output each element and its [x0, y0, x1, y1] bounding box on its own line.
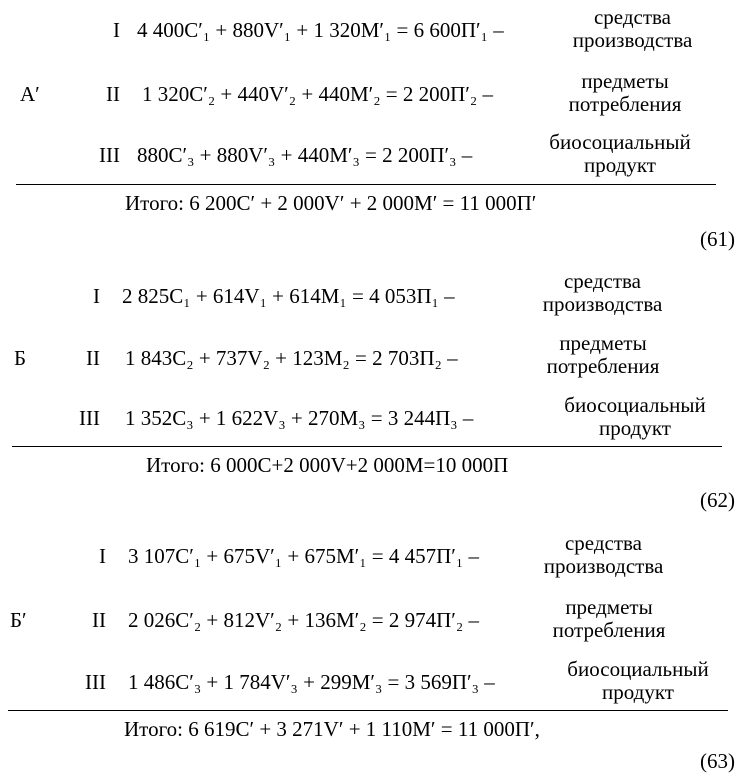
- description-line-2: производства: [542, 292, 663, 316]
- row-description: [528, 332, 678, 378]
- system-label: Б′: [10, 608, 27, 632]
- row-description: [530, 131, 710, 177]
- description-line-1: биосоциальный: [549, 130, 691, 154]
- description-line-1: предметы: [559, 331, 647, 355]
- description-line-2: потребления: [546, 354, 660, 378]
- row-roman-numeral: III: [99, 143, 120, 167]
- equation-row: 1 486C′₃ + 1 784V′₃ + 299M′₃ = 3 569П′₃ –: [128, 670, 495, 694]
- equation-row: 880C′₃ + 880V′₃ + 440M′₃ = 2 200П′₃ –: [137, 143, 473, 167]
- equation-row: 1 352C₃ + 1 622V₃ + 270M₃ = 3 244П₃ –: [125, 406, 474, 430]
- equation-number: (61): [700, 227, 735, 251]
- equation-row: 1 320C′₂ + 440V′₂ + 440M′₂ = 2 200П′₂ –: [142, 82, 493, 106]
- description-line-1: средства: [564, 531, 642, 555]
- row-roman-numeral: III: [85, 670, 106, 694]
- description-line-2: продукт: [584, 153, 656, 177]
- row-description: [525, 270, 680, 316]
- row-roman-numeral: II: [106, 82, 120, 106]
- equation-row: 4 400C′₁ + 880V′₁ + 1 320M′₁ = 6 600П′₁ –: [137, 18, 504, 42]
- equation-row: 2 026C′₂ + 812V′₂ + 136M′₂ = 2 974П′₂ –: [128, 608, 479, 632]
- equation-row: 2 825C₁ + 614V₁ + 614M₁ = 4 053П₁ –: [122, 284, 455, 308]
- equation-system-63: [0, 522, 755, 783]
- description-line-1: средства: [563, 269, 641, 293]
- equation-number: (62): [700, 488, 735, 512]
- row-description: [534, 596, 684, 642]
- divider-line: [12, 446, 722, 447]
- system-label: А′: [20, 82, 40, 106]
- equation-system-62: [0, 258, 755, 518]
- description-line-2: производства: [543, 554, 664, 578]
- description-line-1: предметы: [581, 69, 669, 93]
- total-line: Итого: 6 000C+2 000V+2 000M=10 000П: [146, 453, 509, 477]
- description-line-1: предметы: [565, 595, 653, 619]
- row-description: [550, 70, 700, 116]
- description-line-2: производства: [572, 28, 693, 52]
- total-line: Итого: 6 200C′ + 2 000V′ + 2 000M′ = 11 000П′: [125, 191, 537, 215]
- description-line-2: потребления: [568, 92, 682, 116]
- row-description: [555, 6, 710, 52]
- system-label: Б: [14, 346, 27, 370]
- description-line-2: продукт: [602, 680, 674, 704]
- equation-row: 3 107C′₁ + 675V′₁ + 675M′₁ = 4 457П′₁ –: [128, 544, 479, 568]
- description-line-2: продукт: [599, 416, 671, 440]
- description-line-2: потребления: [552, 618, 666, 642]
- row-roman-numeral: III: [79, 406, 100, 430]
- description-line-1: биосоциальный: [564, 393, 706, 417]
- description-line-1: биосоциальный: [567, 657, 709, 681]
- row-description: [548, 658, 728, 704]
- row-roman-numeral: I: [93, 284, 100, 308]
- row-roman-numeral: II: [92, 608, 106, 632]
- row-description: [545, 394, 725, 440]
- row-roman-numeral: II: [86, 346, 100, 370]
- description-line-1: средства: [593, 5, 671, 29]
- total-line: Итого: 6 619C′ + 3 271V′ + 1 110M′ = 11 000П′,: [124, 717, 540, 741]
- equation-system-61: [0, 0, 755, 255]
- divider-line: [16, 184, 716, 185]
- equation-row: 1 843C₂ + 737V₂ + 123M₂ = 2 703П₂ –: [125, 346, 458, 370]
- equation-number: (63): [700, 749, 735, 773]
- row-roman-numeral: I: [113, 18, 120, 42]
- row-description: [526, 532, 681, 578]
- row-roman-numeral: I: [99, 544, 106, 568]
- divider-line: [8, 710, 728, 711]
